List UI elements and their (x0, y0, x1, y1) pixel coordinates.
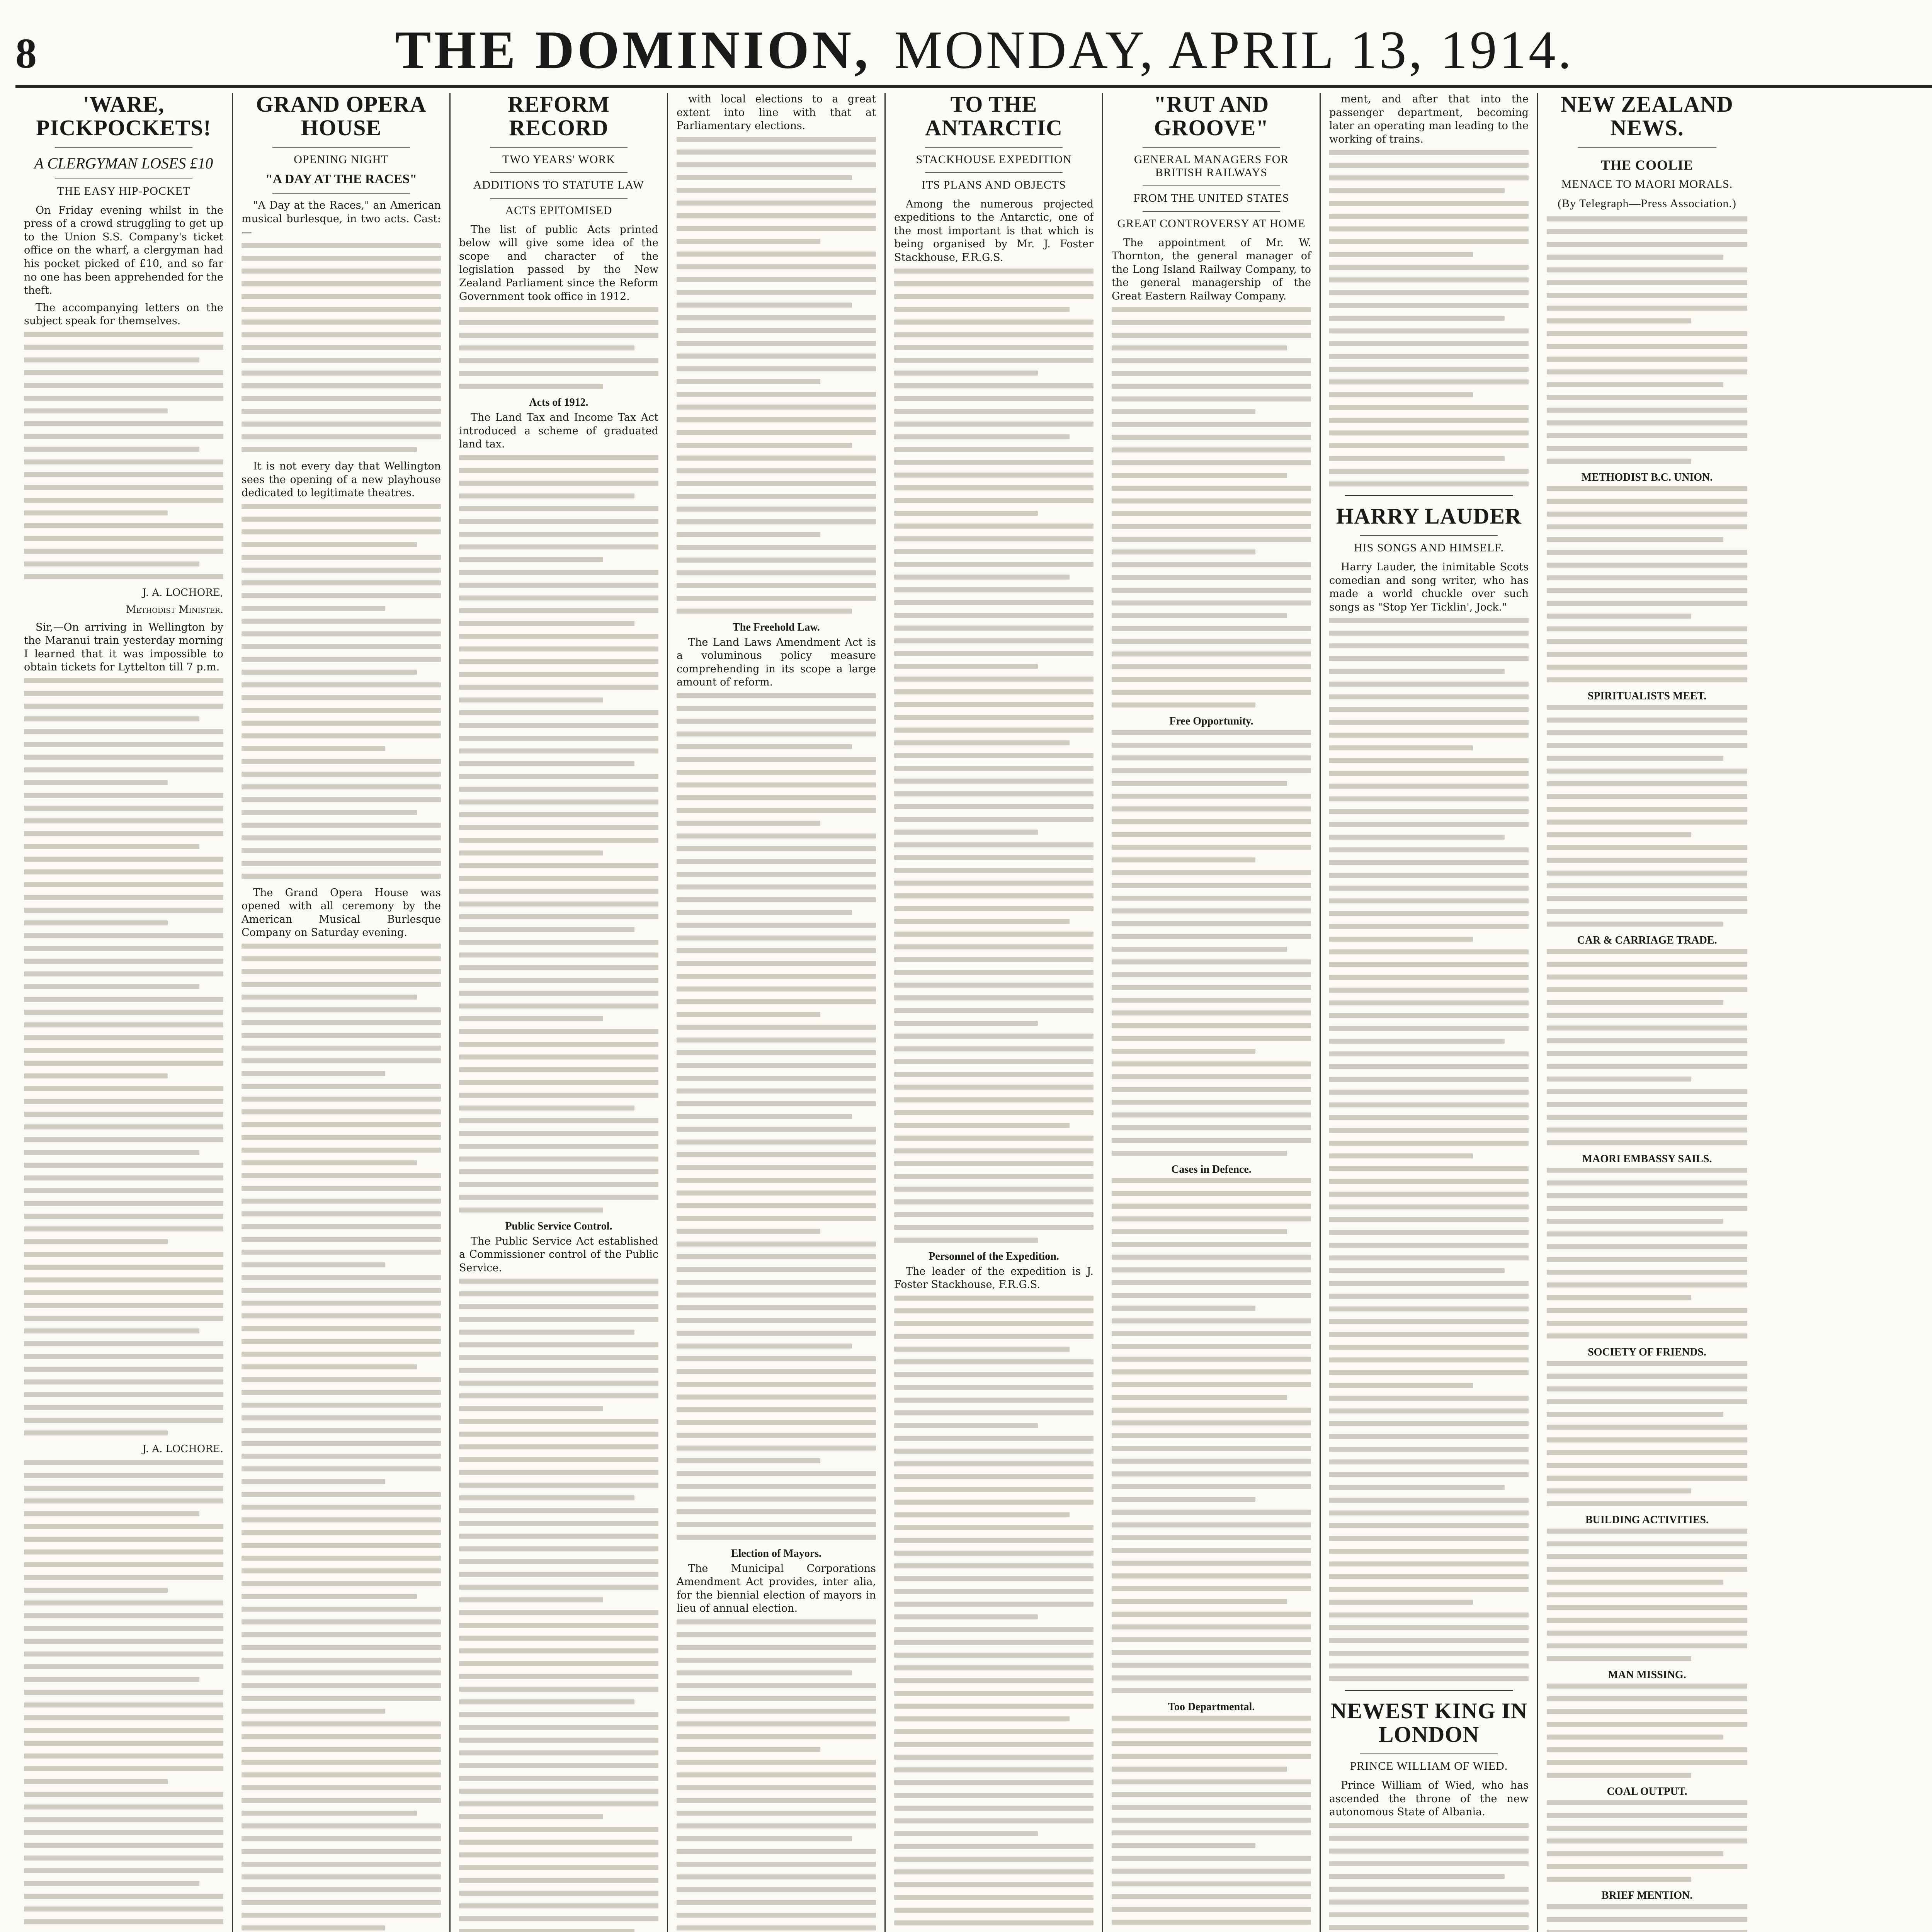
article-paragraph: The Public Service Act established a Commissioner control of the Public Service. (459, 1235, 658, 1274)
subhead-opening-night: OPENING NIGHT (294, 153, 389, 166)
section-heading: Public Service Control. (505, 1220, 612, 1232)
column-grand-opera-house (233, 93, 451, 1932)
article-text-block (24, 332, 223, 579)
news-item-heading: BUILDING ACTIVITIES. (1585, 1514, 1709, 1526)
headline-antarctic: TO THE ANTARCTIC (925, 93, 1063, 140)
divider (1360, 535, 1498, 536)
article-text-block (459, 307, 658, 389)
section-heading: Election of Mayors. (731, 1547, 822, 1560)
article-text-block (1547, 705, 1747, 927)
divider (55, 147, 192, 148)
article-paragraph: "A Day at the Races," an American musical burlesque, in two acts. Cast:— (242, 199, 441, 238)
news-item-heading: SOCIETY OF FRIENDS. (1588, 1346, 1706, 1358)
headline-grand-opera-house: GRAND OPERA HOUSE (256, 93, 427, 140)
article-text-block (1547, 1904, 1747, 1932)
cast-list (242, 243, 441, 452)
subhead-prince-william: PRINCE WILLIAM OF WIED. (1350, 1760, 1508, 1773)
article-paragraph: The Land Laws Amendment Act is a voluminous policy measure comprehending in its scope a large amount of reform. (677, 636, 876, 689)
column-reform-record (451, 93, 668, 1932)
section-heading: Personnel of the Expedition. (929, 1250, 1059, 1262)
column-harry-lauder (1321, 93, 1538, 1932)
headline-nz-news: NEW ZEALAND NEWS. (1561, 93, 1733, 140)
article-paragraph: It is not every day that Wellington sees the opening of a new playhouse dedicated to legitimate theatres. (242, 460, 441, 499)
byline: (By Telegraph—Press Association.) (1558, 197, 1736, 210)
section-heading: Acts of 1912. (529, 396, 588, 409)
subhead-controversy: GREAT CONTROVERSY AT HOME (1117, 217, 1306, 230)
divider (1143, 185, 1280, 186)
news-item-heading: MAORI EMBASSY SAILS. (1582, 1153, 1712, 1165)
news-item-heading: CAR & CARRIAGE TRADE. (1577, 934, 1717, 946)
news-item-heading: COAL OUTPUT. (1607, 1785, 1687, 1798)
article-text-block (677, 137, 876, 614)
article-text-block (1329, 618, 1529, 1681)
subhead-plans-objects: ITS PLANS AND OBJECTS (922, 178, 1066, 191)
headline-harry-lauder: HARRY LAUDER (1336, 503, 1522, 529)
divider (1360, 1753, 1498, 1754)
divider (925, 147, 1063, 148)
divider (1345, 495, 1513, 496)
article-text-block (1547, 1361, 1747, 1506)
divider (272, 147, 410, 148)
article-text-block (1547, 1684, 1747, 1778)
paper-date: MONDAY, APRIL 13, 1914. (894, 20, 1574, 80)
headline-rut-and-groove: "RUT AND GROOVE" (1153, 93, 1269, 140)
subhead-acts-epitomised: ACTS EPITOMISED (505, 204, 612, 217)
signature: J. A. LOCHORE. (142, 1443, 223, 1455)
article-text-block (677, 1619, 876, 1932)
article-text-block (894, 269, 1094, 1243)
subhead-two-years-work: TWO YEARS' WORK (502, 153, 616, 166)
paper-title: THE DOMINION, (395, 20, 871, 80)
column-rut-and-groove (1103, 93, 1321, 1932)
article-paragraph: Prince William of Wied, who has ascended the throne of the new autonomous State of Albania. (1329, 1779, 1529, 1818)
divider (1143, 211, 1280, 212)
signature-title: Methodist Minister. (126, 604, 223, 616)
subhead-songs: HIS SONGS AND HIMSELF. (1354, 541, 1504, 554)
article-text-block (1112, 1716, 1311, 1932)
article-text-block (459, 455, 658, 1213)
divider (1578, 147, 1716, 148)
divider (1143, 147, 1280, 148)
article-text-block (24, 1460, 223, 1932)
article-paragraph: The Municipal Corporations Amendment Act provides, inter alia, for the biennial election of mayors in lieu of annual election. (677, 1562, 876, 1615)
article-text-block (1547, 949, 1747, 1145)
news-item-heading: MAN MISSING. (1608, 1668, 1686, 1681)
divider (490, 198, 628, 199)
headline-newest-king: NEWEST KING IN LONDON (1330, 1698, 1527, 1747)
article-text-block (242, 504, 441, 879)
article-paragraph: ment, and after that into the passenger department, becoming later an operating man leading to the working of trains. (1329, 93, 1529, 145)
article-paragraph: The leader of the expedition is J. Foster Stackhouse, F.R.G.S. (894, 1265, 1094, 1291)
subhead-united-states: FROM THE UNITED STATES (1133, 191, 1289, 204)
article-paragraph: The accompanying letters on the subject speak for themselves. (24, 301, 223, 327)
divider (272, 193, 410, 194)
signature: J. A. LOCHORE, (142, 587, 223, 599)
headline-pickpockets: 'WARE, PICKPOCKETS! (36, 93, 211, 140)
article-paragraph: Among the numerous projected expeditions to the Antarctic, one of the most important is that which is being organised by Mr. J. Foster Stackhouse, F.R.G.S. (894, 198, 1094, 264)
section-heading: Too Departmental. (1168, 1701, 1255, 1713)
article-paragraph: The Grand Opera House was opened with all ceremony by the American Musical Burlesque Company on Saturday evening. (242, 886, 441, 939)
dateline (395, 19, 1574, 85)
article-text-block (1329, 1823, 1529, 1932)
article-text-block (1547, 216, 1747, 464)
masthead (15, 15, 1932, 88)
news-item-heading: BRIEF MENTION. (1601, 1889, 1693, 1901)
article-text-block (1329, 150, 1529, 486)
article-text-block (1112, 1178, 1311, 1693)
article-text-block (1547, 486, 1747, 682)
subhead-additions: ADDITIONS TO STATUTE LAW (473, 178, 645, 191)
divider (490, 172, 628, 173)
article-text-block (894, 1296, 1094, 1932)
section-heading: Free Opportunity. (1169, 715, 1253, 727)
article-text-block (1547, 1529, 1747, 1661)
article-paragraph: with local elections to a great extent into line with that at Parliamentary elections. (677, 93, 876, 132)
subhead-menace: MENACE TO MAORI MORALS. (1561, 177, 1733, 190)
article-paragraph: The Land Tax and Income Tax Act introduced a scheme of graduated land tax. (459, 412, 658, 451)
columns (15, 93, 1932, 1932)
article-text-block (1547, 1168, 1747, 1338)
divider (490, 147, 628, 148)
column-reform-continued (668, 93, 886, 1932)
article-paragraph: On Friday evening whilst in the press of a crowd struggling to get up to the Union S.S. Company's ticket office on the wharf, a clergyman had his pocket picked of £10, and so far no one has been apprehended for the theft. (24, 204, 223, 297)
divider (925, 172, 1063, 173)
news-item-heading: METHODIST B.C. UNION. (1581, 471, 1713, 483)
subhead-hip-pocket: THE EASY HIP-POCKET (57, 184, 190, 197)
column-pickpockets (15, 93, 233, 1932)
article-text-block (1547, 1800, 1747, 1882)
article-text-block (1112, 730, 1311, 1156)
subhead-general-managers: GENERAL MANAGERS FOR BRITISH RAILWAYS (1134, 153, 1289, 179)
page-number: 8 (15, 30, 37, 77)
article-text-block (677, 693, 876, 1540)
subhead-clergyman: A CLERGYMAN LOSES £10 (34, 154, 213, 172)
article-text-block (1112, 307, 1311, 707)
article-paragraph: Sir,—On arriving in Wellington by the Maranui train yesterday morning I learned that it was impossible to obtain tickets for Lyttelton till 7 p.m. (24, 621, 223, 673)
column-antarctic (886, 93, 1103, 1932)
article-text-block (242, 944, 441, 1932)
article-paragraph: The appointment of Mr. W. Thornton, the general manager of the Long Island Railway Company, to the general managership of the Great Eastern Railway Company. (1112, 236, 1311, 302)
article-text-block (24, 678, 223, 1435)
section-heading: The Freehold Law. (733, 621, 820, 633)
article-paragraph: The list of public Acts printed below will give some idea of the scope and character of the legislation passed by the New Zealand Parliament since the Reform Government took office in 1912. (459, 223, 658, 303)
article-paragraph: Harry Lauder, the inimitable Scots comedian and song writer, who has made a world chuckle over such songs as "Stop Yer Ticklin', Jock." (1329, 561, 1529, 613)
news-item-heading: SPIRITUALISTS MEET. (1587, 690, 1707, 702)
column-nz-news (1538, 93, 1756, 1932)
subhead-stackhouse: STACKHOUSE EXPEDITION (916, 153, 1072, 166)
divider (1345, 1690, 1513, 1691)
headline-reform-record: REFORM RECORD (508, 93, 610, 140)
subhead-day-at-races: "A DAY AT THE RACES" (265, 172, 417, 186)
subhead-coolie: THE COOLIE (1600, 157, 1694, 173)
article-text-block (459, 1279, 658, 1932)
section-heading: Cases in Defence. (1171, 1163, 1252, 1175)
